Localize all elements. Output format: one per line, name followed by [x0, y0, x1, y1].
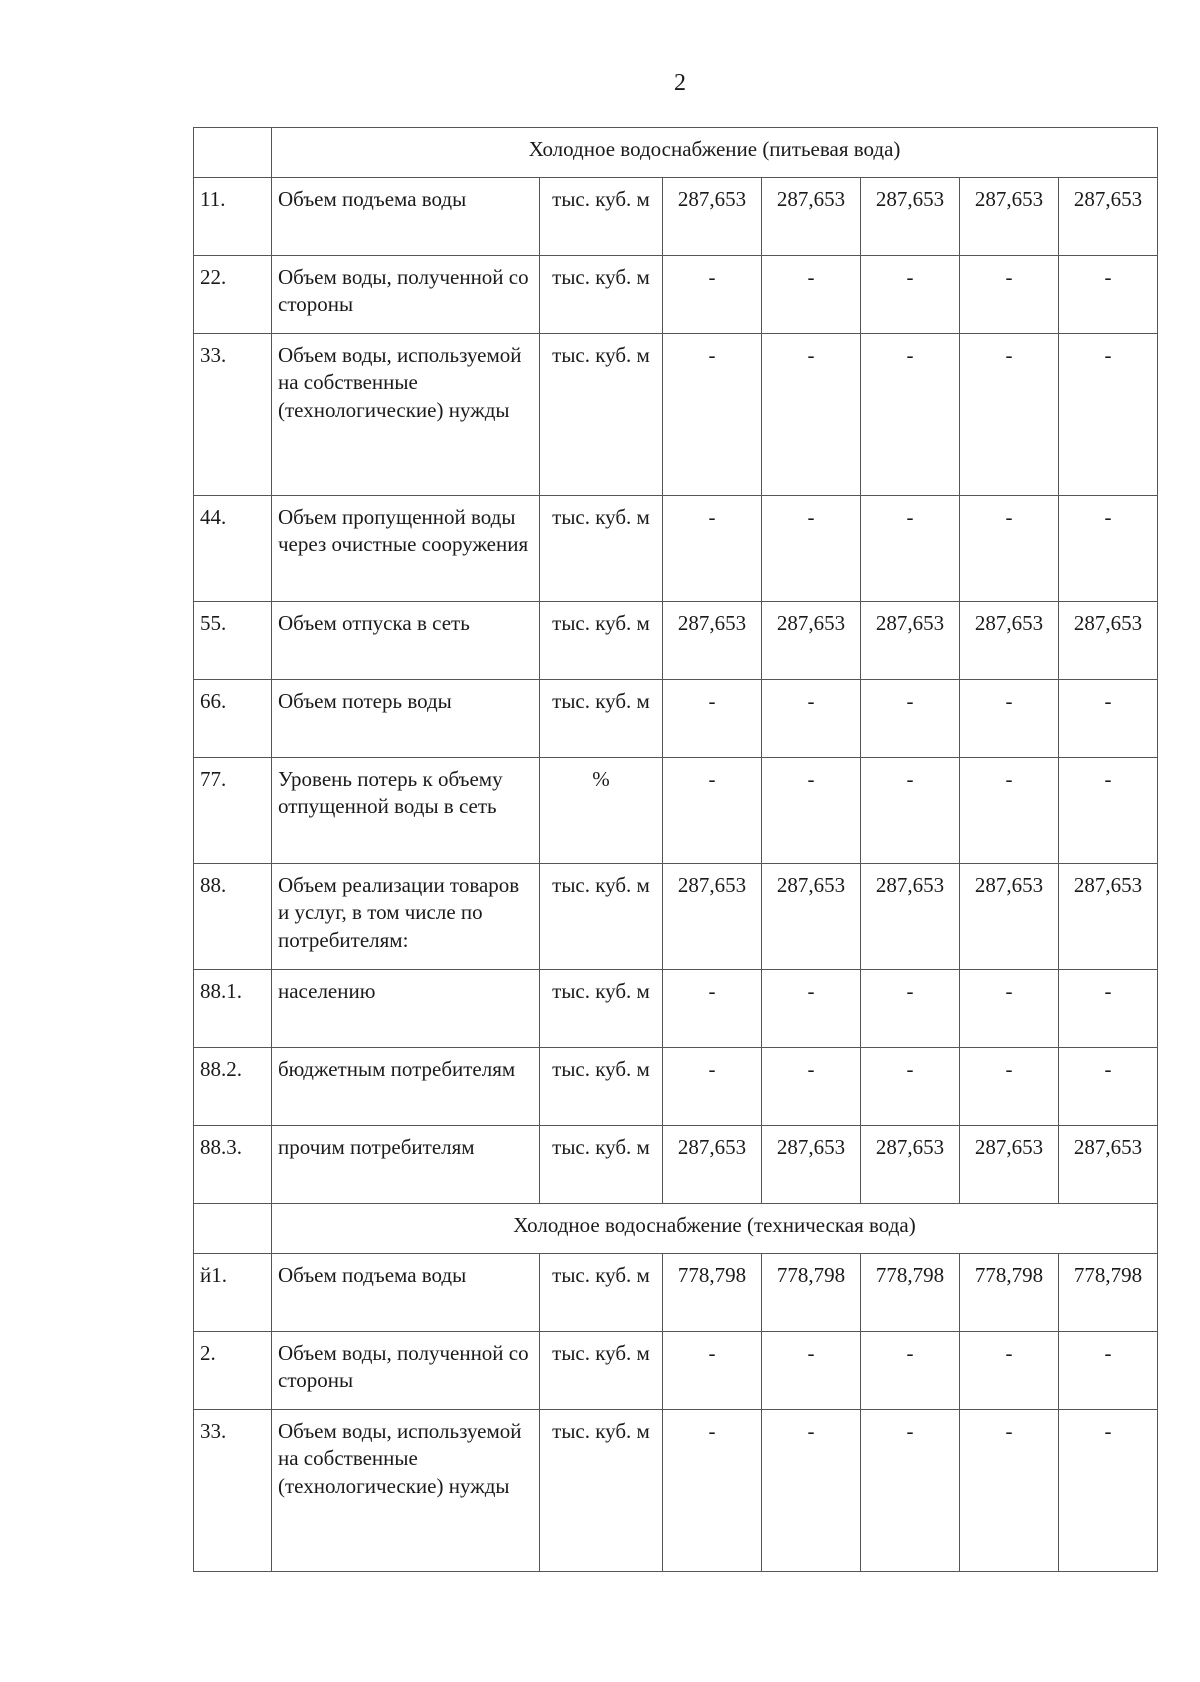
- row-number: й1.: [194, 1254, 272, 1332]
- section-blank-cell: [194, 128, 272, 178]
- row-value: 287,653: [762, 178, 861, 256]
- row-indicator: Объем подъема воды: [272, 178, 540, 256]
- row-value: -: [861, 334, 960, 496]
- row-value: 287,653: [762, 864, 861, 970]
- row-number: 88.3.: [194, 1126, 272, 1204]
- row-value: 287,653: [960, 602, 1059, 680]
- section-header-row: [194, 1204, 1158, 1254]
- row-unit: тыс. куб. м: [540, 1126, 663, 1204]
- row-indicator: Объем пропущенной воды через очистные сооружения: [272, 496, 540, 602]
- row-value: -: [861, 680, 960, 758]
- row-value: -: [1059, 1410, 1158, 1572]
- section-title: Холодное водоснабжение (техническая вода): [272, 1204, 1158, 1254]
- row-value: -: [762, 1332, 861, 1410]
- row-unit: %: [540, 758, 663, 864]
- table-row: [194, 1254, 1158, 1332]
- table-row: [194, 602, 1158, 680]
- row-value: -: [861, 758, 960, 864]
- row-value: -: [861, 496, 960, 602]
- row-value: 287,653: [1059, 864, 1158, 970]
- table-row: [194, 178, 1158, 256]
- table-row: [194, 1048, 1158, 1126]
- row-indicator: Объем воды, полученной со стороны: [272, 256, 540, 334]
- row-value: -: [663, 680, 762, 758]
- row-value: -: [1059, 680, 1158, 758]
- row-value: 778,798: [663, 1254, 762, 1332]
- row-value: -: [960, 970, 1059, 1048]
- row-number: 66.: [194, 680, 272, 758]
- row-value: 287,653: [960, 178, 1059, 256]
- row-value: 778,798: [762, 1254, 861, 1332]
- row-value: -: [1059, 1048, 1158, 1126]
- row-number: 33.: [194, 1410, 272, 1572]
- row-value: -: [762, 256, 861, 334]
- page-number: 2: [674, 70, 686, 96]
- table-row: [194, 680, 1158, 758]
- row-unit: тыс. куб. м: [540, 1254, 663, 1332]
- table-row: [194, 334, 1158, 496]
- row-indicator: Объем отпуска в сеть: [272, 602, 540, 680]
- row-unit: тыс. куб. м: [540, 602, 663, 680]
- row-value: 287,653: [861, 178, 960, 256]
- row-value: 287,653: [663, 178, 762, 256]
- row-value: 287,653: [960, 864, 1059, 970]
- row-value: -: [762, 334, 861, 496]
- row-number: 2.: [194, 1332, 272, 1410]
- row-value: 287,653: [762, 1126, 861, 1204]
- row-value: 778,798: [960, 1254, 1059, 1332]
- row-value: -: [960, 496, 1059, 602]
- row-unit: тыс. куб. м: [540, 1410, 663, 1572]
- table-row: [194, 970, 1158, 1048]
- row-value: -: [1059, 256, 1158, 334]
- row-value: -: [960, 758, 1059, 864]
- table-row: [194, 256, 1158, 334]
- row-value: -: [1059, 758, 1158, 864]
- row-number: 55.: [194, 602, 272, 680]
- row-value: -: [960, 334, 1059, 496]
- row-value: -: [663, 1332, 762, 1410]
- row-value: -: [762, 680, 861, 758]
- row-value: -: [663, 256, 762, 334]
- table-row: [194, 758, 1158, 864]
- row-unit: тыс. куб. м: [540, 1332, 663, 1410]
- row-value: -: [861, 1048, 960, 1126]
- row-value: -: [663, 1048, 762, 1126]
- section-blank-cell: [194, 1204, 272, 1254]
- row-value: 287,653: [663, 864, 762, 970]
- row-unit: тыс. куб. м: [540, 1048, 663, 1126]
- row-value: 287,653: [861, 1126, 960, 1204]
- row-value: -: [861, 970, 960, 1048]
- row-value: 287,653: [663, 602, 762, 680]
- row-indicator: Объем подъема воды: [272, 1254, 540, 1332]
- row-value: -: [861, 1332, 960, 1410]
- row-value: -: [663, 334, 762, 496]
- row-value: 287,653: [663, 1126, 762, 1204]
- row-value: -: [762, 1410, 861, 1572]
- row-indicator: Объем воды, используемой на собственные (технологические) нужды: [272, 334, 540, 496]
- row-unit: тыс. куб. м: [540, 864, 663, 970]
- row-unit: тыс. куб. м: [540, 256, 663, 334]
- row-value: -: [960, 1410, 1059, 1572]
- row-value: 778,798: [1059, 1254, 1158, 1332]
- row-number: 88.: [194, 864, 272, 970]
- row-unit: тыс. куб. м: [540, 680, 663, 758]
- row-unit: тыс. куб. м: [540, 496, 663, 602]
- row-value: 287,653: [861, 864, 960, 970]
- row-value: 287,653: [1059, 1126, 1158, 1204]
- row-value: 287,653: [1059, 178, 1158, 256]
- row-value: -: [663, 1410, 762, 1572]
- row-number: 11.: [194, 178, 272, 256]
- row-value: -: [1059, 334, 1158, 496]
- row-value: -: [663, 970, 762, 1048]
- row-indicator: Уровень потерь к объему отпущенной воды в сеть: [272, 758, 540, 864]
- table-row: [194, 496, 1158, 602]
- table-row: [194, 1126, 1158, 1204]
- row-unit: тыс. куб. м: [540, 334, 663, 496]
- section-title: Холодное водоснабжение (питьевая вода): [272, 128, 1158, 178]
- row-value: 287,653: [1059, 602, 1158, 680]
- row-value: 287,653: [861, 602, 960, 680]
- row-value: 287,653: [762, 602, 861, 680]
- water-supply-table: [193, 127, 1158, 1572]
- row-number: 88.1.: [194, 970, 272, 1048]
- row-value: -: [762, 496, 861, 602]
- row-indicator: населению: [272, 970, 540, 1048]
- row-indicator: Объем воды, используемой на собственные (технологические) нужды: [272, 1410, 540, 1572]
- row-value: -: [960, 1332, 1059, 1410]
- row-indicator: бюджетным потребителям: [272, 1048, 540, 1126]
- row-value: -: [1059, 1332, 1158, 1410]
- table-row: [194, 864, 1158, 970]
- row-value: 287,653: [960, 1126, 1059, 1204]
- row-number: 77.: [194, 758, 272, 864]
- table-row: [194, 1410, 1158, 1572]
- section-header-row: [194, 128, 1158, 178]
- row-unit: тыс. куб. м: [540, 178, 663, 256]
- row-number: 88.2.: [194, 1048, 272, 1126]
- row-value: -: [762, 1048, 861, 1126]
- row-value: -: [762, 758, 861, 864]
- row-indicator: прочим потребителям: [272, 1126, 540, 1204]
- row-unit: тыс. куб. м: [540, 970, 663, 1048]
- row-value: -: [663, 758, 762, 864]
- row-value: -: [960, 1048, 1059, 1126]
- row-value: -: [861, 1410, 960, 1572]
- row-number: 22.: [194, 256, 272, 334]
- row-value: -: [960, 256, 1059, 334]
- table-row: [194, 1332, 1158, 1410]
- row-value: -: [1059, 970, 1158, 1048]
- row-value: 778,798: [861, 1254, 960, 1332]
- row-indicator: Объем реализации товаров и услуг, в том числе по потребителям:: [272, 864, 540, 970]
- row-number: 44.: [194, 496, 272, 602]
- row-value: -: [762, 970, 861, 1048]
- row-value: -: [1059, 496, 1158, 602]
- row-indicator: Объем воды, полученной со стороны: [272, 1332, 540, 1410]
- row-value: -: [663, 496, 762, 602]
- row-value: -: [861, 256, 960, 334]
- row-number: 33.: [194, 334, 272, 496]
- row-value: -: [960, 680, 1059, 758]
- row-indicator: Объем потерь воды: [272, 680, 540, 758]
